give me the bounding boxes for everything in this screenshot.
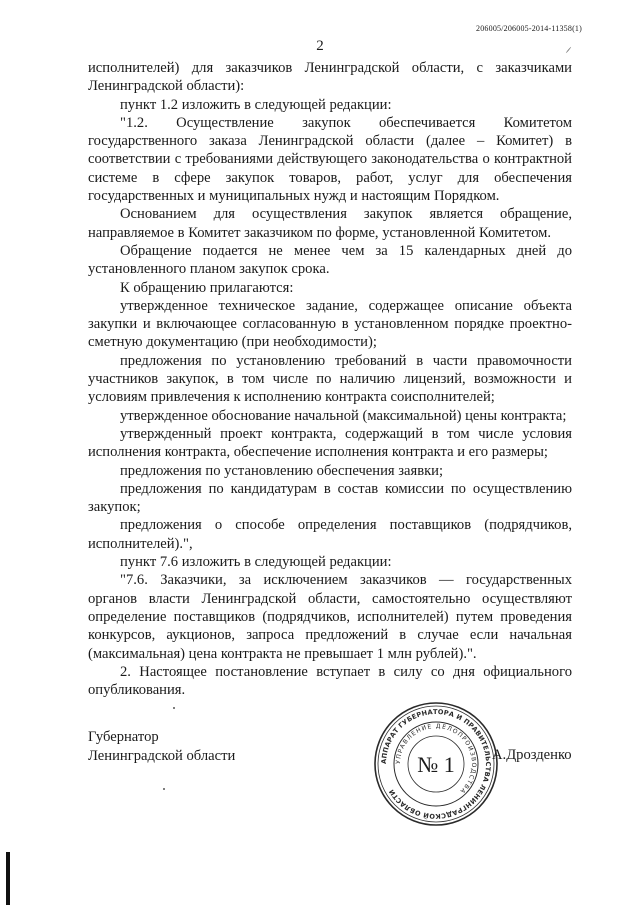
document-code: 206005/206005-2014-11358(1) <box>476 24 582 33</box>
paragraph: предложения по установлению требований в части правомочности участников закупок, в том числе по наличию лицензий, возможности и условиям привлечения к исполнению контракта соисполнителей; <box>88 352 572 406</box>
paragraph: утвержденный проект контракта, содержащий в том числе условия исполнения контракта, обеспечение исполнения контракта и его размеры; <box>88 425 572 461</box>
signature-title-line1: Губернатор <box>88 729 159 745</box>
paragraph: "7.6. Заказчики, за исключением заказчиков — государственных органов власти Ленинградской области, самостоятельно осуществляют определение поставщиков (подрядчиков, исполнителей) путем проведения конкурсов, аукционов, запроса предложений в случае если начальная (максимальная) цена контракта не превышает 1 млн рублей).". <box>88 572 572 662</box>
paragraph: Обращение подается не менее чем за 15 календарных дней до установленного планом закупок срока. <box>88 242 572 278</box>
paragraph: предложения о способе определения поставщиков (подрядчиков, исполнителей).", <box>88 517 572 552</box>
paragraph: предложения по кандидатурам в состав комиссии по осуществлению закупок; <box>88 480 572 516</box>
official-stamp <box>372 700 500 828</box>
scan-edge-mark <box>6 852 10 905</box>
paragraph: утвержденное техническое задание, содержащее описание объекта закупки и включающее согласованную в установленном порядке проектно-сметную документацию (при необходимости); <box>88 297 572 351</box>
page-number: 2 <box>316 38 324 54</box>
paragraph: К обращению прилагаются: <box>120 279 294 296</box>
stamp-ring-text: АППАРАТ ГУБЕРНАТОРА И ПРАВИТЕЛЬСТВА ЛЕНИНГРАДСКОЙ ОБЛАСТИ <box>379 707 493 821</box>
scan-speck <box>173 707 175 709</box>
paragraph: исполнителей) для заказчиков Ленинградской области, с заказчиками Ленинградской области): <box>88 60 572 95</box>
document-body <box>88 59 572 699</box>
stamp-inner-text: УПРАВЛЕНИЕ ДЕЛОПРОИЗВОДСТВА <box>394 722 478 796</box>
paragraph: Основанием для осуществления закупок является обращение, направляемое в Комитет заказчиком по форме, установленной Комитетом. <box>88 206 572 241</box>
paragraph: предложения по установлению обеспечения заявки; <box>120 462 444 479</box>
stamp-number: № 1 <box>417 752 455 777</box>
paragraph: пункт 7.6 изложить в следующей редакции: <box>120 554 392 571</box>
signature-title-line2: Ленинградской области <box>88 748 236 764</box>
paragraph: "1.2. Осуществление закупок обеспечивается Комитетом государственного заказа Ленинградской области (далее – Комитет) в соответствии с требованиями действующего законодательства о контрактной системе в сфере закупок товаров, работ, услуг для обеспечения государственных и муниципальных нужд и настоящим Порядком. <box>88 114 572 205</box>
signature-title <box>88 728 235 766</box>
scan-speck <box>163 788 165 790</box>
paragraph: утвержденное обоснование начальной (максимальной) цены контракта; <box>120 407 567 424</box>
paragraph: 2. Настоящее постановление вступает в силу со дня официального опубликования. <box>88 663 572 699</box>
paragraph: пункт 1.2 изложить в следующей редакции: <box>120 96 392 113</box>
signature-name: А.Дрозденко <box>492 747 572 763</box>
